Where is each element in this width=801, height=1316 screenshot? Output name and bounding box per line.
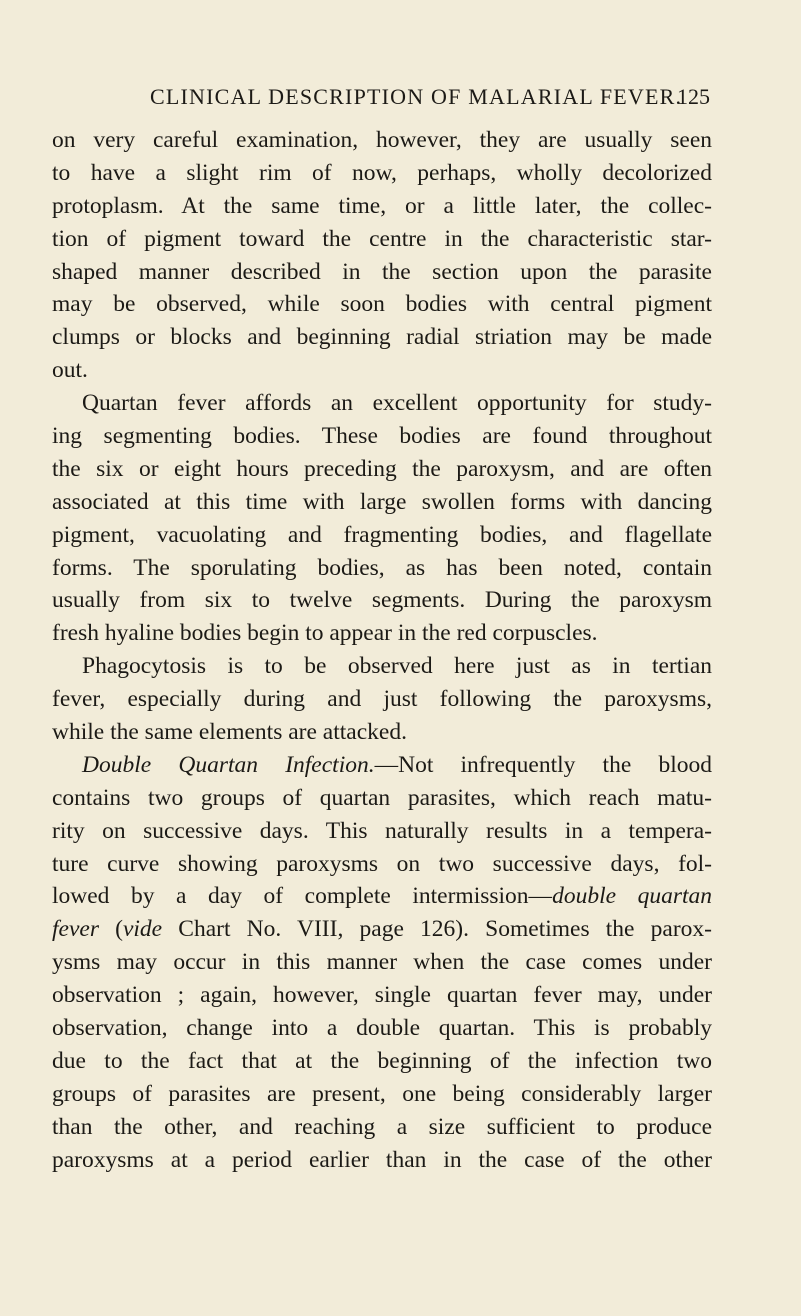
text-line	[52, 650, 712, 683]
text-segment: shaped manner described in the section upon the parasite	[52, 258, 712, 285]
text-segment: may be observed, while soon bodies with central pigment	[52, 291, 712, 318]
text-line	[52, 124, 712, 157]
text-segment: associated at this time with large swollen forms with dancing	[52, 488, 712, 515]
italic-text: fever	[52, 916, 99, 943]
text-line	[52, 321, 712, 354]
text-segment: observation, change into a double quartan. This is probably	[52, 1015, 712, 1042]
text-segment: usually from six to twelve segments. During the paroxysm	[52, 587, 712, 614]
text-line	[52, 782, 712, 815]
text-segment: on very careful examination, however, they are usually seen	[52, 127, 712, 153]
text-line	[52, 157, 712, 190]
text-line	[52, 387, 712, 420]
text-line	[52, 848, 712, 881]
text-segment: than the other, and reaching a size sufficient to produce	[52, 1113, 712, 1140]
text-line	[52, 1012, 712, 1045]
text-segment: ysms may occur in this manner when the case comes under	[52, 949, 712, 976]
body-text	[52, 124, 712, 1177]
text-line	[52, 716, 712, 749]
running-head: CLINICAL DESCRIPTION OF MALARIAL FEVER.	[150, 84, 683, 109]
text-segment: forms. The sporulating bodies, as has been noted, contain	[52, 554, 712, 581]
text-line	[52, 256, 712, 289]
text-segment: fever, especially during and just following the paroxysms,	[52, 686, 712, 713]
text-line	[52, 190, 712, 223]
text-line	[52, 486, 712, 519]
text-line	[52, 420, 712, 453]
text-segment: ture curve showing paroxysms on two successive days, fol-	[52, 850, 712, 877]
text-segment: Quartan fever affords an excellent opportunity for study-	[82, 390, 712, 417]
text-segment: (	[98, 916, 123, 943]
text-segment: —Not infrequently the blood	[374, 751, 712, 778]
text-line	[52, 1078, 712, 1111]
text-line	[52, 749, 712, 782]
text-line	[52, 584, 712, 617]
text-segment: Phagocytosis is to be observed here just as in tertian	[82, 653, 712, 680]
text-segment: to have a slight rim of now, perhaps, wholly decolorized	[52, 159, 712, 186]
text-segment: pigment, vacuolating and fragmenting bodies, and flagellate	[52, 521, 712, 548]
text-segment: protoplasm. At the same time, or a little later, the collec-	[52, 192, 712, 219]
text-segment: Chart No. VIII, page 126). Sometimes the parox-	[162, 916, 712, 943]
text-segment: groups of parasites are present, one being considerably larger	[52, 1080, 712, 1107]
text-line	[52, 288, 712, 321]
page-header	[150, 84, 710, 114]
text-segment: lowed by a day of complete intermission—	[52, 883, 553, 910]
text-line	[52, 913, 712, 946]
italic-text: Double Quartan Infection.	[82, 751, 375, 778]
text-line	[52, 1144, 712, 1177]
text-segment: rity on successive days. This naturally results in a tempera-	[52, 817, 712, 844]
text-line	[52, 519, 712, 552]
text-line	[52, 617, 712, 650]
text-line	[52, 946, 712, 979]
text-segment: fresh hyaline bodies begin to appear in the red corpuscles.	[52, 620, 598, 647]
text-segment: while the same elements are attacked.	[52, 719, 407, 746]
text-line	[52, 683, 712, 716]
italic-text: double quartan	[552, 883, 713, 910]
page-number: 125	[677, 84, 710, 109]
text-line	[52, 979, 712, 1012]
text-segment: clumps or blocks and beginning radial striation may be made	[52, 324, 712, 351]
text-line	[52, 1045, 712, 1078]
text-segment: tion of pigment toward the centre in the characteristic star-	[52, 225, 712, 252]
text-segment: contains two groups of quartan parasites, which reach matu-	[52, 784, 712, 811]
text-segment: the six or eight hours preceding the paroxysm, and are often	[52, 455, 712, 482]
text-line	[52, 880, 712, 913]
italic-text: vide	[122, 916, 163, 943]
text-segment: out.	[52, 357, 88, 384]
text-line	[52, 552, 712, 585]
text-segment: ing segmenting bodies. These bodies are found throughout	[52, 423, 712, 450]
text-line	[52, 223, 712, 256]
text-line	[52, 815, 712, 848]
text-line	[52, 1111, 712, 1144]
text-segment: observation ; again, however, single quartan fever may, under	[52, 982, 712, 1009]
text-segment: paroxysms at a period earlier than in the case of the other	[52, 1146, 712, 1173]
text-line	[52, 453, 712, 486]
text-segment: due to the fact that at the beginning of the infection two	[52, 1047, 712, 1074]
text-line	[52, 354, 712, 387]
